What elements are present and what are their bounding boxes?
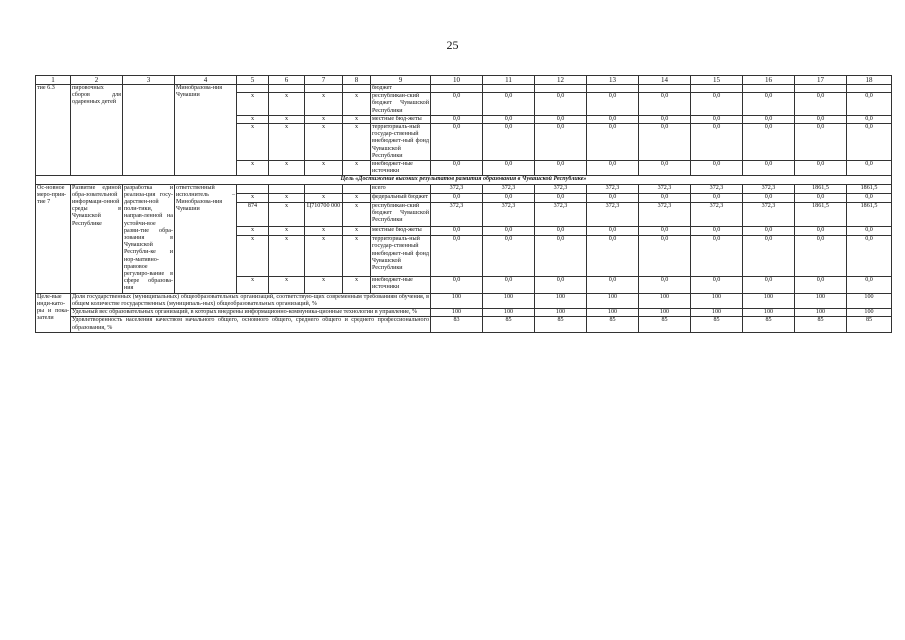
- value-cell: 0,0: [535, 227, 587, 236]
- value-cell: 0,0: [431, 93, 483, 116]
- value-cell: 0,0: [639, 227, 691, 236]
- funding-source: территориаль-ный государ-ственный внебюджет-ный фонд Чувашской Республики: [371, 236, 431, 277]
- code-cell: x: [269, 193, 305, 202]
- header-cell: 2: [71, 76, 123, 85]
- code-cell: x: [237, 193, 269, 202]
- indicator-text: Удельный вес образовательных организаций, в которых внедрены информационно-коммуника-ционные технологии в управление, %: [71, 309, 431, 317]
- value-cell: 0,0: [847, 236, 892, 277]
- code-cell: [343, 85, 371, 93]
- code-cell: x: [343, 115, 371, 123]
- code-cell: x: [305, 193, 343, 202]
- header-cell: 11: [483, 76, 535, 85]
- value-cell: 0,0: [691, 124, 743, 161]
- value-cell: 0,0: [483, 124, 535, 161]
- value-cell: 0,0: [691, 236, 743, 277]
- table-row: [36, 184, 892, 193]
- value-cell: 0,0: [691, 93, 743, 116]
- indicator-value: 100: [795, 293, 847, 308]
- value-cell: 0,0: [431, 124, 483, 161]
- indicator-value: 100: [431, 309, 483, 317]
- value-cell: 1861,5: [795, 184, 847, 193]
- code-cell: [269, 184, 305, 193]
- value-cell: 0,0: [639, 93, 691, 116]
- funding-source: республикан-ский бюджет Чувашской Республики: [371, 202, 431, 227]
- indicator-value: 100: [691, 293, 743, 308]
- indicator-value: 85: [587, 317, 639, 332]
- value-cell: 372,3: [483, 202, 535, 227]
- code-cell: 874: [237, 202, 269, 227]
- value-cell: 0,0: [587, 227, 639, 236]
- value-cell: 0,0: [535, 193, 587, 202]
- code-cell: x: [269, 202, 305, 227]
- activity-number: Ос-новное меро-прия-тие 7: [36, 184, 71, 293]
- header-cell: 7: [305, 76, 343, 85]
- header-cell: 6: [269, 76, 305, 85]
- value-cell: 0,0: [847, 161, 892, 176]
- indicator-row: [36, 317, 892, 332]
- value-cell: 372,3: [431, 202, 483, 227]
- value-cell: 0,0: [847, 193, 892, 202]
- value-cell: 0,0: [431, 276, 483, 293]
- code-cell: x: [305, 161, 343, 176]
- value-cell: 372,3: [743, 184, 795, 193]
- value-cell: 372,3: [587, 202, 639, 227]
- value-cell: 0,0: [431, 236, 483, 277]
- value-cell: 0,0: [691, 161, 743, 176]
- funding-source: всего: [371, 184, 431, 193]
- code-cell: x: [269, 276, 305, 293]
- indicator-value: 85: [795, 317, 847, 332]
- header-row: [36, 76, 892, 85]
- code-cell: x: [343, 193, 371, 202]
- funding-source: внебюджет-ные источники: [371, 276, 431, 293]
- code-cell: x: [269, 227, 305, 236]
- value-cell: 0,0: [795, 124, 847, 161]
- indicator-value: 100: [535, 293, 587, 308]
- activity-name: пировочных сборов для одаренных детей: [71, 85, 123, 176]
- code-cell: x: [269, 124, 305, 161]
- header-cell: 10: [431, 76, 483, 85]
- value-cell: [639, 85, 691, 93]
- activity-name: Развитие единой обра-зовательной информаци-онной среды в Чувашской Республике: [71, 184, 123, 293]
- code-cell: x: [343, 124, 371, 161]
- funding-source: республикан-ский бюджет Чувашской Республики: [372, 93, 429, 114]
- header-cell: 4: [175, 76, 237, 85]
- value-cell: 0,0: [483, 193, 535, 202]
- value-cell: 0,0: [691, 276, 743, 293]
- header-cell: 17: [795, 76, 847, 85]
- value-cell: 0,0: [691, 115, 743, 123]
- indicator-value: 100: [639, 293, 691, 308]
- value-cell: 0,0: [483, 93, 535, 116]
- funding-source: территориаль-ный государ-ственный внебюджет-ный фонд Чувашской Республики: [372, 124, 429, 159]
- value-cell: [535, 85, 587, 93]
- table-row: [36, 85, 892, 93]
- activity-goal: разработка и реализа-ция госу-дарствен-ной поли-тики, направ-ленной на устойчи-вое разви-тие обра-зования в Чувашской Республи-ке и нор-мативно-правовое регулиро-вание в сфере образова-ния: [124, 184, 173, 292]
- value-cell: 372,3: [587, 184, 639, 193]
- indicator-value: 100: [691, 309, 743, 317]
- code-cell: x: [237, 161, 269, 176]
- indicator-value: 85: [483, 317, 535, 332]
- value-cell: 0,0: [535, 124, 587, 161]
- value-cell: 0,0: [639, 276, 691, 293]
- value-cell: 0,0: [743, 124, 795, 161]
- value-cell: [795, 85, 847, 93]
- indicator-value: 100: [847, 293, 892, 308]
- indicator-value: 100: [795, 309, 847, 317]
- code-cell: x: [237, 93, 269, 116]
- value-cell: 0,0: [535, 236, 587, 277]
- code-cell: x: [237, 227, 269, 236]
- budget-table: [35, 75, 892, 333]
- header-cell: 5: [237, 76, 269, 85]
- indicator-value: 85: [639, 317, 691, 332]
- value-cell: 0,0: [587, 124, 639, 161]
- indicators-label: Целе-вые инди-като-ры и пока-затели: [36, 293, 71, 332]
- value-cell: 0,0: [483, 115, 535, 123]
- value-cell: 372,3: [483, 184, 535, 193]
- value-cell: 0,0: [639, 236, 691, 277]
- value-cell: 0,0: [743, 115, 795, 123]
- code-cell: x: [305, 124, 343, 161]
- code-cell: x: [237, 236, 269, 277]
- code-cell: x: [237, 115, 269, 123]
- header-cell: 13: [587, 76, 639, 85]
- code-cell: x: [343, 93, 371, 116]
- code-cell: x: [305, 93, 343, 116]
- value-cell: 0,0: [743, 227, 795, 236]
- value-cell: 0,0: [847, 93, 892, 116]
- value-cell: 0,0: [691, 193, 743, 202]
- value-cell: 0,0: [483, 161, 535, 176]
- funding-source: внебюджет-ные источники: [371, 161, 431, 176]
- value-cell: 0,0: [587, 115, 639, 123]
- indicator-value: 100: [743, 293, 795, 308]
- value-cell: 0,0: [535, 115, 587, 123]
- value-cell: 0,0: [587, 193, 639, 202]
- funding-source: местные бюд-жеты: [371, 227, 431, 236]
- value-cell: 372,3: [535, 184, 587, 193]
- value-cell: 1861,5: [847, 202, 892, 227]
- activity-number: тие 6.3: [36, 85, 71, 176]
- indicator-value: 100: [483, 293, 535, 308]
- header-cell: 12: [535, 76, 587, 85]
- value-cell: 0,0: [431, 115, 483, 123]
- value-cell: 372,3: [691, 184, 743, 193]
- page-number: 25: [446, 38, 459, 52]
- header-cell: 18: [847, 76, 892, 85]
- value-cell: 0,0: [535, 276, 587, 293]
- value-cell: 1861,5: [795, 202, 847, 227]
- indicator-value: 100: [587, 293, 639, 308]
- value-cell: 0,0: [431, 161, 483, 176]
- indicator-value: 83: [431, 317, 483, 332]
- indicator-value: 100: [743, 309, 795, 317]
- activity-goal: [123, 85, 175, 176]
- indicator-value: 85: [847, 317, 892, 332]
- value-cell: 0,0: [743, 276, 795, 293]
- value-cell: 0,0: [743, 193, 795, 202]
- code-cell: x: [269, 93, 305, 116]
- value-cell: [431, 85, 483, 93]
- value-cell: 0,0: [795, 236, 847, 277]
- code-cell: [305, 184, 343, 193]
- value-cell: 0,0: [847, 227, 892, 236]
- indicator-value: 85: [691, 317, 743, 332]
- code-cell: x: [305, 236, 343, 277]
- value-cell: 0,0: [535, 161, 587, 176]
- value-cell: 0,0: [587, 276, 639, 293]
- funding-source: местные бюд-жеты: [371, 115, 431, 123]
- code-cell: x: [343, 161, 371, 176]
- code-cell: x: [343, 276, 371, 293]
- code-cell: x: [269, 115, 305, 123]
- value-cell: 0,0: [743, 161, 795, 176]
- value-cell: 0,0: [795, 115, 847, 123]
- code-cell: x: [305, 115, 343, 123]
- code-cell: x: [343, 227, 371, 236]
- value-cell: 0,0: [639, 115, 691, 123]
- value-cell: 0,0: [847, 115, 892, 123]
- value-cell: 0,0: [691, 227, 743, 236]
- header-cell: 1: [36, 76, 71, 85]
- header-cell: 9: [371, 76, 431, 85]
- value-cell: [483, 85, 535, 93]
- indicator-text: Доля государственных (муниципальных) общеобразовательных организаций, соответствую-щих современным требованиям обучения, в общем количестве государственных (муниципаль-ных) общеобразовательных организаций, %: [72, 293, 429, 307]
- value-cell: 0,0: [431, 227, 483, 236]
- value-cell: 372,3: [639, 202, 691, 227]
- value-cell: 0,0: [483, 276, 535, 293]
- indicator-value: 100: [431, 293, 483, 308]
- value-cell: 0,0: [639, 124, 691, 161]
- indicator-row: [36, 309, 892, 317]
- value-cell: 0,0: [795, 93, 847, 116]
- value-cell: [847, 85, 892, 93]
- indicator-value: 100: [587, 309, 639, 317]
- indicator-value: 85: [535, 317, 587, 332]
- indicator-value: 100: [639, 309, 691, 317]
- header-cell: 3: [123, 76, 175, 85]
- value-cell: 0,0: [587, 93, 639, 116]
- value-cell: 0,0: [587, 161, 639, 176]
- indicator-text: Удовлетворенность населения качеством начального общего, основного общего, среднего общего и среднего профессионального образования, %: [72, 317, 429, 331]
- value-cell: 372,3: [691, 202, 743, 227]
- code-cell: x: [343, 202, 371, 227]
- code-cell: [305, 85, 343, 93]
- goal-heading: Цель «Достижение высоких результатов развития образования в Чувашской Республике»: [36, 176, 892, 184]
- header-cell: 14: [639, 76, 691, 85]
- value-cell: 0,0: [483, 236, 535, 277]
- indicator-value: 100: [483, 309, 535, 317]
- value-cell: 0,0: [743, 236, 795, 277]
- value-cell: [587, 85, 639, 93]
- code-cell: x: [343, 236, 371, 277]
- executor: Минобразова-ния Чувашии: [175, 85, 237, 176]
- code-cell: x: [305, 227, 343, 236]
- value-cell: 1861,5: [847, 184, 892, 193]
- code-cell: x: [305, 276, 343, 293]
- code-cell: [237, 85, 269, 93]
- value-cell: 0,0: [535, 93, 587, 116]
- value-cell: [691, 85, 743, 93]
- indicator-value: 100: [535, 309, 587, 317]
- executor: ответственный исполнитель – Минобразова-ния Чувашии: [175, 184, 237, 293]
- value-cell: 0,0: [795, 276, 847, 293]
- code-cell: x: [237, 124, 269, 161]
- code-cell: [343, 184, 371, 193]
- value-cell: 0,0: [639, 161, 691, 176]
- value-cell: 0,0: [431, 193, 483, 202]
- value-cell: 372,3: [535, 202, 587, 227]
- indicator-value: 100: [847, 309, 892, 317]
- value-cell: 372,3: [743, 202, 795, 227]
- indicator-value: 85: [743, 317, 795, 332]
- value-cell: [743, 85, 795, 93]
- code-cell: [237, 184, 269, 193]
- value-cell: 0,0: [847, 124, 892, 161]
- funding-source: бюджет: [371, 85, 431, 93]
- value-cell: 0,0: [795, 227, 847, 236]
- value-cell: 372,3: [431, 184, 483, 193]
- value-cell: 0,0: [587, 236, 639, 277]
- code-cell: x: [269, 236, 305, 277]
- funding-source: федеральный бюджет: [371, 193, 431, 202]
- code-cell: Ц710700 000: [305, 202, 343, 227]
- code-cell: x: [237, 276, 269, 293]
- value-cell: 0,0: [795, 161, 847, 176]
- value-cell: 0,0: [483, 227, 535, 236]
- goal-row: [36, 176, 892, 184]
- header-cell: 16: [743, 76, 795, 85]
- header-cell: 15: [691, 76, 743, 85]
- value-cell: 0,0: [795, 193, 847, 202]
- value-cell: 372,3: [639, 184, 691, 193]
- header-cell: 8: [343, 76, 371, 85]
- code-cell: x: [269, 161, 305, 176]
- value-cell: 0,0: [639, 193, 691, 202]
- indicator-row: [36, 293, 892, 308]
- code-cell: [269, 85, 305, 93]
- value-cell: 0,0: [743, 93, 795, 116]
- value-cell: 0,0: [847, 276, 892, 293]
